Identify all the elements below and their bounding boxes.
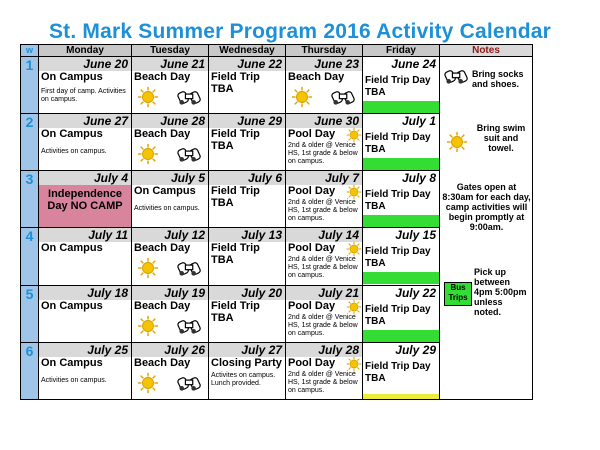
day-cell-mon bbox=[39, 114, 132, 171]
activity-label: Field Trip TBA bbox=[211, 299, 260, 324]
activity-label: Beach Day bbox=[134, 356, 191, 369]
day-cell-tue bbox=[132, 228, 209, 285]
week-row bbox=[21, 57, 533, 114]
yellow-bar bbox=[363, 394, 439, 399]
green-bar bbox=[363, 272, 439, 284]
activity-note: 2nd & older @ Venice HS, 1st grade & below on campus. bbox=[288, 256, 358, 280]
date-label: July 18 bbox=[39, 286, 131, 300]
note-swim: Bring swim suit and towel. bbox=[476, 123, 526, 153]
date-label: July 14 bbox=[286, 228, 362, 242]
day-cell-tue bbox=[132, 114, 209, 171]
week-number: 5 bbox=[21, 285, 39, 342]
date-label: July 28 bbox=[286, 343, 362, 357]
page-title: St. Mark Summer Program 2016 Activity Calendar bbox=[48, 20, 552, 43]
day-cell-fri bbox=[363, 342, 440, 399]
binoculars-icon bbox=[331, 84, 357, 106]
date-label: July 22 bbox=[363, 286, 439, 300]
header-wednesday: Wednesday bbox=[209, 45, 286, 57]
date-label: July 25 bbox=[39, 343, 131, 357]
activity-note: Activities on campus. bbox=[41, 148, 107, 156]
activity-label: Field Trip Day TBA bbox=[365, 303, 431, 327]
sun-icon bbox=[446, 131, 468, 153]
activity-label: Pool Day bbox=[288, 299, 336, 312]
day-cell-wed bbox=[209, 342, 286, 399]
day-cell-wed bbox=[209, 228, 286, 285]
day-cell-thu bbox=[286, 171, 363, 228]
date-label: June 27 bbox=[39, 114, 131, 128]
date-label: July 1 bbox=[363, 114, 439, 128]
activity-label: Beach Day bbox=[134, 242, 191, 255]
date-label: June 30 bbox=[286, 114, 362, 128]
bus-trips-badge: Bus Trips bbox=[444, 282, 472, 306]
activity-note: Activities on campus. bbox=[41, 376, 107, 384]
header-notes: Notes bbox=[440, 45, 533, 57]
binoculars-icon bbox=[177, 255, 203, 277]
week-number: 2 bbox=[21, 114, 39, 171]
green-bar bbox=[363, 330, 439, 342]
date-label: July 21 bbox=[286, 286, 362, 300]
activity-note: First day of camp. Activities on campus. bbox=[41, 88, 126, 103]
calendar-table bbox=[20, 44, 533, 400]
date-label: July 7 bbox=[286, 171, 362, 185]
sun-icon bbox=[346, 241, 362, 257]
sun-icon bbox=[137, 372, 159, 394]
activity-label: Field Trip TBA bbox=[211, 242, 260, 267]
activity-label: On Campus bbox=[41, 128, 103, 141]
activity-label: Field Trip TBA bbox=[211, 185, 260, 210]
day-cell-mon bbox=[39, 285, 132, 342]
note-gates: Gates open at 8:30am for each day, camp activities will begin promptly at 9:00am. bbox=[442, 182, 531, 232]
sun-icon bbox=[346, 184, 362, 200]
activity-label: Field Trip Day TBA bbox=[365, 189, 431, 213]
activity-label: Field Trip Day TBA bbox=[365, 132, 431, 156]
day-cell-fri bbox=[363, 228, 440, 285]
day-cell-tue bbox=[132, 342, 209, 399]
header-row bbox=[21, 45, 533, 57]
sun-icon bbox=[346, 127, 362, 143]
header-friday: Friday bbox=[363, 45, 440, 57]
activity-label: Field Trip Day TBA bbox=[365, 246, 431, 270]
date-label: July 8 bbox=[363, 171, 439, 185]
activity-note: Activities on campus. bbox=[134, 205, 200, 213]
activity-note: 2nd & older @ Venice HS, 1st grade & below on campus. bbox=[288, 199, 358, 223]
week-number: 1 bbox=[21, 57, 39, 114]
day-cell-fri bbox=[363, 114, 440, 171]
day-cell-thu bbox=[286, 114, 363, 171]
header-monday: Monday bbox=[39, 45, 132, 57]
date-label: June 20 bbox=[39, 57, 131, 71]
activity-label: Field Trip Day TBA bbox=[365, 75, 431, 98]
activity-label: On Campus bbox=[134, 185, 196, 198]
day-cell-thu bbox=[286, 342, 363, 399]
week-header: w bbox=[21, 45, 39, 57]
day-cell-wed bbox=[209, 114, 286, 171]
activity-label: Beach Day bbox=[134, 299, 191, 312]
activity-label: On Campus bbox=[41, 71, 103, 83]
sun-icon bbox=[346, 356, 362, 372]
header-tuesday: Tuesday bbox=[132, 45, 209, 57]
sun-icon bbox=[137, 86, 159, 108]
activity-label: On Campus bbox=[41, 242, 103, 255]
activity-label: Pool Day bbox=[288, 242, 336, 255]
date-label: July 15 bbox=[363, 228, 439, 242]
notes-column bbox=[440, 57, 533, 400]
day-cell-mon bbox=[39, 342, 132, 399]
date-label: June 28 bbox=[132, 114, 208, 128]
binoculars-icon bbox=[177, 141, 203, 163]
date-label: July 19 bbox=[132, 286, 208, 300]
date-label: July 12 bbox=[132, 228, 208, 242]
day-cell-fri bbox=[363, 285, 440, 342]
green-bar bbox=[363, 215, 439, 227]
date-label: July 29 bbox=[363, 343, 439, 357]
green-bar bbox=[363, 101, 439, 113]
day-cell-fri bbox=[363, 57, 440, 114]
sun-icon bbox=[291, 86, 313, 108]
week-number: 6 bbox=[21, 342, 39, 399]
date-label: July 20 bbox=[209, 286, 285, 300]
week-number: 3 bbox=[21, 171, 39, 228]
day-cell-thu bbox=[286, 228, 363, 285]
activity-label: Pool Day bbox=[288, 185, 336, 198]
activity-note: 2nd & older @ Venice HS, 1st grade & below on campus. bbox=[288, 370, 358, 394]
green-bar bbox=[363, 158, 439, 170]
sun-icon bbox=[137, 143, 159, 165]
activity-label: Beach Day bbox=[134, 71, 191, 83]
binoculars-icon bbox=[444, 63, 470, 85]
binoculars-icon bbox=[177, 313, 203, 335]
day-cell-mon bbox=[39, 57, 132, 114]
date-label: July 4 bbox=[39, 171, 131, 185]
date-label: June 29 bbox=[209, 114, 285, 128]
activity-label: On Campus bbox=[41, 356, 103, 369]
activity-note: 2nd & older @ Venice HS, 1st grade & below on campus. bbox=[288, 313, 358, 337]
day-cell-mon bbox=[39, 171, 132, 228]
week-number: 4 bbox=[21, 228, 39, 285]
date-label: July 26 bbox=[132, 343, 208, 357]
activity-label: Beach Day bbox=[288, 71, 345, 83]
activity-label: Field Trip TBA bbox=[211, 128, 260, 153]
sun-icon bbox=[137, 315, 159, 337]
day-cell-tue bbox=[132, 285, 209, 342]
binoculars-icon bbox=[177, 84, 203, 106]
date-label: June 21 bbox=[132, 57, 208, 71]
day-cell-thu bbox=[286, 57, 363, 114]
date-label: June 22 bbox=[209, 57, 285, 71]
day-cell-mon bbox=[39, 228, 132, 285]
activity-note: Activites on campus. Lunch provided. bbox=[211, 371, 276, 387]
activity-label: Pool Day bbox=[288, 356, 336, 369]
day-cell-wed bbox=[209, 285, 286, 342]
activity-note: 2nd & older @ Venice HS, 1st grade & below on campus. bbox=[288, 142, 358, 166]
date-label: July 11 bbox=[39, 228, 131, 242]
note-socks: Bring socks and shoes. bbox=[472, 69, 524, 89]
binoculars-icon bbox=[177, 370, 203, 392]
date-label: July 13 bbox=[209, 228, 285, 242]
activity-label: Closing Party bbox=[211, 356, 282, 369]
note-pickup: Pick up between 4pm 5:00pm unless noted. bbox=[474, 267, 527, 317]
day-cell-thu bbox=[286, 285, 363, 342]
sun-icon bbox=[346, 299, 362, 315]
day-cell-wed bbox=[209, 171, 286, 228]
day-cell-tue bbox=[132, 57, 209, 114]
header-thursday: Thursday bbox=[286, 45, 363, 57]
activity-label: Field Trip Day TBA bbox=[365, 360, 431, 384]
activity-label: On Campus bbox=[41, 299, 103, 312]
date-label: July 5 bbox=[132, 171, 208, 185]
sun-icon bbox=[137, 257, 159, 279]
activity-label: Pool Day bbox=[288, 128, 336, 141]
day-cell-tue bbox=[132, 171, 209, 228]
date-label: June 24 bbox=[363, 57, 439, 71]
day-cell-wed bbox=[209, 57, 286, 114]
activity-label: Beach Day bbox=[134, 128, 191, 141]
date-label: June 23 bbox=[286, 57, 362, 71]
activity-label: Field Trip TBA bbox=[211, 71, 260, 95]
date-label: July 6 bbox=[209, 171, 285, 185]
day-cell-fri bbox=[363, 171, 440, 228]
date-label: July 27 bbox=[209, 343, 285, 357]
activity-label: Independence Day NO CAMP bbox=[47, 188, 123, 213]
